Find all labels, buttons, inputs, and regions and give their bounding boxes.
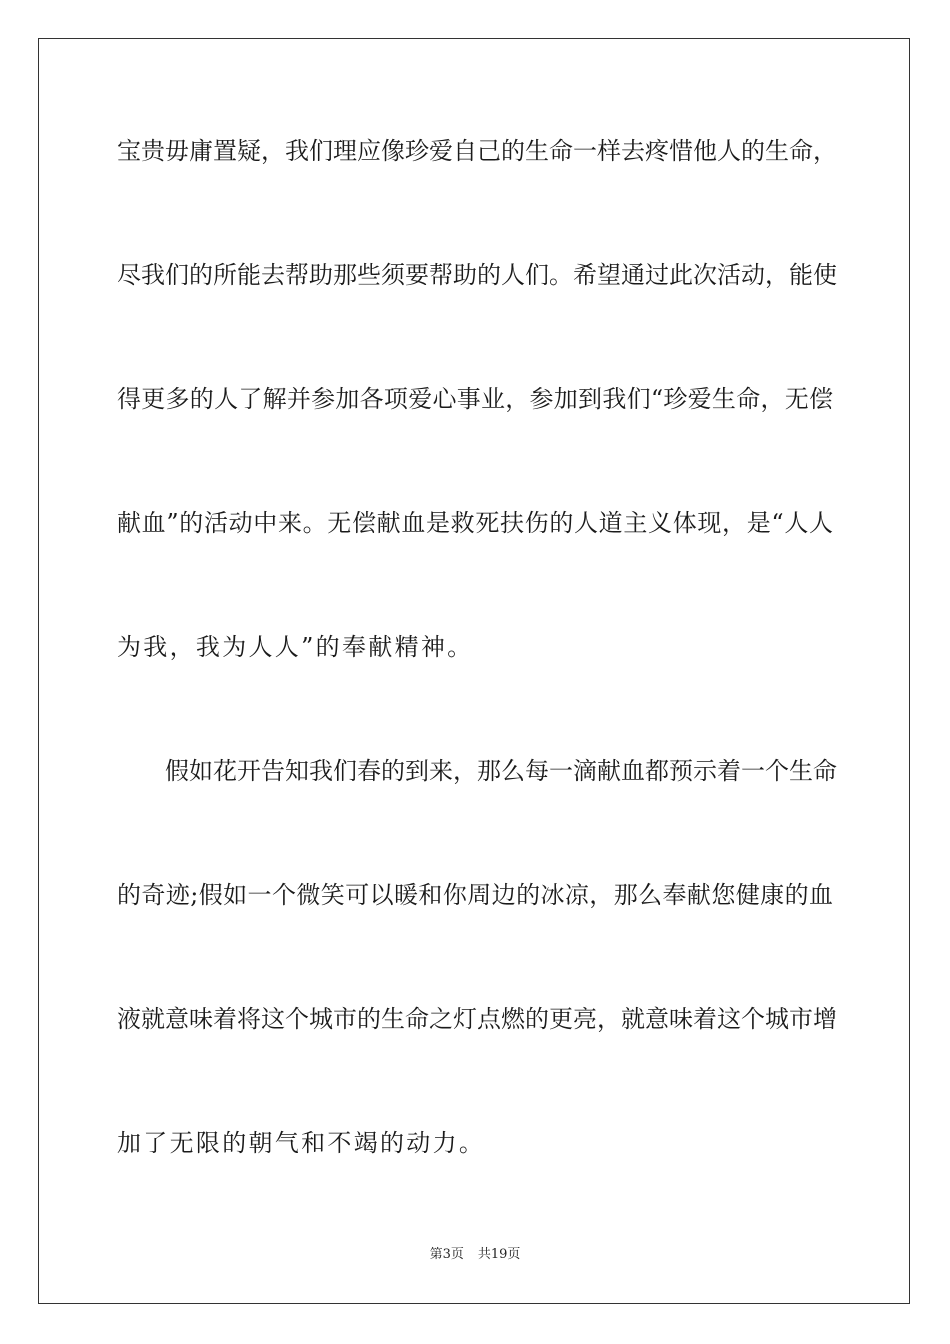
page-footer bbox=[0, 1246, 950, 1264]
text-line: 为我，我为人人”的奉献精神。 bbox=[117, 633, 474, 661]
text-line: 加了无限的朝气和不竭的动力。 bbox=[117, 1129, 486, 1157]
text-line: 尽我们的所能去帮助那些须要帮助的人们。希望通过此次活动，能使 bbox=[117, 261, 837, 289]
text-line: 宝贵毋庸置疑，我们理应像珍爱自己的生命一样去疼惜他人的生命， bbox=[117, 137, 837, 165]
page-total: 共19页 bbox=[477, 1247, 521, 1262]
page-number: 第3页 bbox=[429, 1247, 464, 1262]
text-line: 液就意味着将这个城市的生命之灯点燃的更亮，就意味着这个城市增 bbox=[117, 1005, 837, 1033]
page-border bbox=[38, 38, 910, 1304]
text-line: 献血”的活动中来。无偿献血是救死扶伤的人道主义体现，是“人人 bbox=[117, 509, 833, 537]
text-line: 的奇迹;假如一个微笑可以暖和你周边的冰凉，那么奉献您健康的血 bbox=[117, 881, 833, 909]
text-line: 假如花开告知我们春的到来，那么每一滴献血都预示着一个生命 bbox=[165, 757, 837, 785]
text-line: 得更多的人了解并参加各项爱心事业，参加到我们“珍爱生命，无偿 bbox=[117, 385, 833, 413]
